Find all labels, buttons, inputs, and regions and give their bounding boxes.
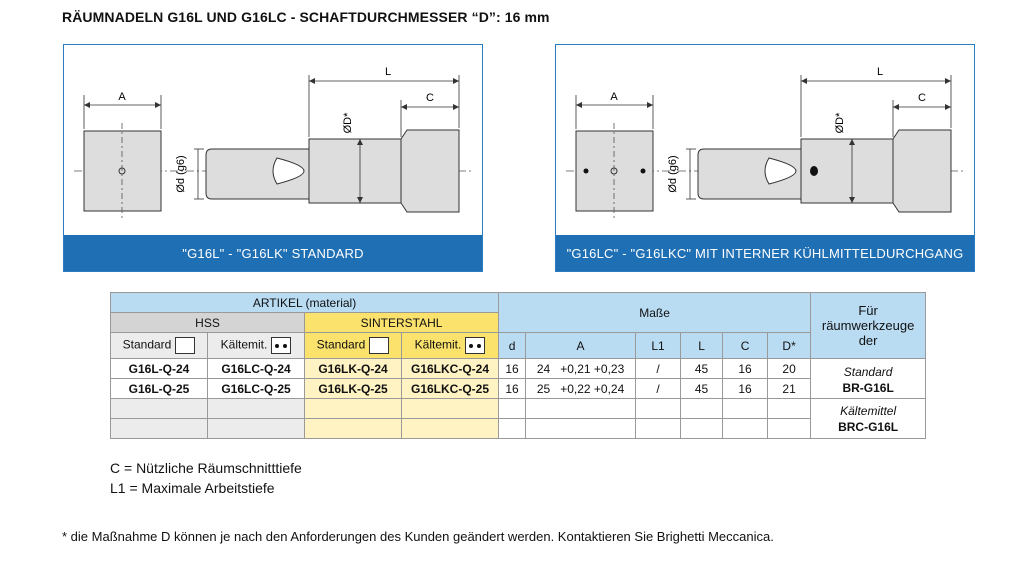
table-row-empty [111, 419, 926, 439]
col-L: L [681, 333, 723, 359]
col-D: D* [768, 333, 811, 359]
fuer-standard: Standard BR-G16L [811, 359, 926, 399]
note-l1: L1 = Maximale Arbeitstiefe [110, 480, 275, 496]
svg-text:C: C [426, 92, 434, 104]
standard-box-icon [369, 337, 389, 354]
header-masse: Maße [499, 293, 811, 333]
drawing-panel-coolant [555, 44, 975, 272]
table-row-empty [111, 399, 926, 419]
cell: G16L-Q-25 [111, 379, 208, 399]
col-A: A [526, 333, 636, 359]
drawing-panel-standard [63, 44, 483, 272]
cell: G16LK-Q-25 [305, 379, 402, 399]
svg-text:A: A [610, 91, 618, 103]
cell: 16 [499, 379, 526, 399]
cell: G16LKC-Q-24 [402, 359, 499, 379]
cell: 45 [681, 379, 723, 399]
table-row [111, 379, 926, 399]
standard-box-icon [175, 337, 195, 354]
cell: G16LC-Q-24 [208, 359, 305, 379]
broach-drawing-standard [64, 45, 482, 235]
svg-text:C: C [918, 92, 926, 104]
panel-caption-standard: "G16L" - "G16LK" STANDARD [64, 235, 482, 271]
svg-text:L: L [384, 66, 392, 78]
cell: 21 [768, 379, 811, 399]
hss-kaelte-header: Kältemit. [208, 333, 305, 359]
page-title: RÄUMNADELN G16L UND G16LC - SCHAFTDURCHMESSER “D”: 16 mm [62, 9, 550, 25]
cell: 45 [681, 359, 723, 379]
spec-table [110, 292, 926, 439]
cell: / [636, 359, 681, 379]
sinter-kaelte-header: Kältemit. [402, 333, 499, 359]
cell: 25 +0,22 +0,24 [526, 379, 636, 399]
header-artikel: ARTIKEL (material) [111, 293, 499, 313]
col-d: d [499, 333, 526, 359]
col-L1: L1 [636, 333, 681, 359]
cell: G16LC-Q-25 [208, 379, 305, 399]
cell: G16LK-Q-24 [305, 359, 402, 379]
svg-text:ØD*: ØD* [342, 112, 354, 134]
table-row [111, 359, 926, 379]
svg-text:Ød (g6): Ød (g6) [175, 155, 187, 193]
svg-text:Ød (g6): Ød (g6) [667, 155, 679, 193]
fuer-kaelte: Kältemittel BRC-G16L [811, 399, 926, 439]
cell: G16LKC-Q-25 [402, 379, 499, 399]
cell: / [636, 379, 681, 399]
header-sinterstahl: SINTERSTAHL [305, 313, 499, 333]
cell: 24 +0,21 +0,23 [526, 359, 636, 379]
cell: 20 [768, 359, 811, 379]
note-c: C = Nützliche Räumschnitttiefe [110, 460, 302, 476]
panel-caption-coolant: "G16LC" - "G16LKC" MIT INTERNER KÜHLMITTELDURCHGANG [556, 235, 974, 271]
sinter-standard-header: Standard [305, 333, 402, 359]
svg-text:ØD*: ØD* [834, 112, 846, 134]
col-C: C [723, 333, 768, 359]
header-fuer: Für räumwerkzeuge der [811, 293, 926, 359]
cell: G16L-Q-24 [111, 359, 208, 379]
svg-text:A: A [118, 91, 126, 103]
svg-text:L: L [876, 66, 884, 78]
cell: 16 [723, 379, 768, 399]
cell: 16 [723, 359, 768, 379]
coolant-box-icon [465, 337, 485, 354]
header-hss: HSS [111, 313, 305, 333]
broach-drawing-coolant [556, 45, 974, 235]
hss-standard-header: Standard [111, 333, 208, 359]
coolant-box-icon [271, 337, 291, 354]
footnote: * die Maßnahme D können je nach den Anforderungen des Kunden geändert werden. Kontaktieren Sie Brighetti Meccanica. [62, 529, 774, 544]
cell: 16 [499, 359, 526, 379]
